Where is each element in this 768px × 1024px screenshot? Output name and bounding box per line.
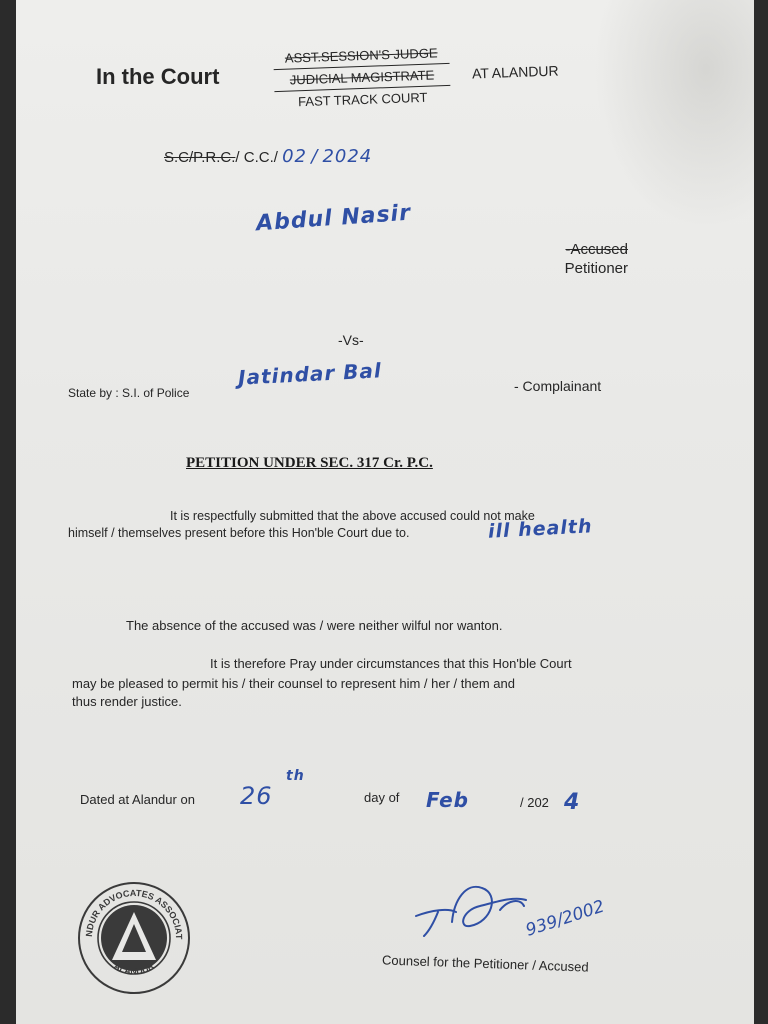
body-para1-line1: It is respectfully submitted that the above accused could not make (170, 509, 535, 523)
case-prefix-struck: S.C/P.R.C. (164, 149, 236, 166)
body-para2: The absence of the accused was / were neither wilful nor wanton. (126, 618, 503, 633)
court-name: FAST TRACK COURT (297, 89, 428, 110)
complainant-label: - Complainant (514, 378, 602, 394)
accused-label-struck: -Accused (565, 241, 628, 258)
court-location: AT ALANDUR (471, 62, 559, 82)
petition-document (16, 0, 754, 1024)
case-number (164, 146, 372, 167)
date-month: Feb (426, 788, 469, 812)
seal-top-text: NDUR ADVOCATES ASSOCIAT (83, 887, 185, 940)
date-year-prefix: / 202 (520, 795, 549, 810)
date-year-digit: 4 (564, 790, 581, 815)
body-para3-line1: It is therefore Pray under circumstances that this Hon'ble Court (210, 656, 572, 671)
case-number-value: 02 (282, 146, 308, 167)
counsel-signature (404, 870, 644, 965)
body-para1-line2: himself / themselves present before this Hon'ble Court due to. (68, 526, 410, 540)
complainant-name: Jatindar Bal (237, 358, 383, 390)
advocates-association-seal (76, 880, 192, 1001)
court-magistrate-struck: JUDICIAL MAGISTRATE (289, 67, 435, 88)
court-designation (265, 43, 459, 113)
case-prefix: / C.C./ (235, 149, 278, 166)
seal-bottom-text: ALANDUR (112, 960, 156, 977)
case-separator: / (311, 146, 319, 167)
counsel-label: Counsel for the Petitioner / Accused (381, 952, 589, 975)
absence-reason: ill health (487, 515, 594, 543)
dated-label: Dated at Alandur on (80, 792, 195, 807)
state-label: State by : S.I. of Police (68, 386, 190, 400)
date-day: 26 (240, 782, 273, 810)
petitioner-label: Petitioner (564, 260, 628, 277)
accused-name: Abdul Nasir (255, 200, 412, 237)
day-of-label: day of (364, 790, 400, 805)
accused-role (565, 240, 628, 278)
body-para3-line2: may be pleased to permit his / their counsel to represent him / her / them and (72, 676, 515, 691)
signature-enrolment: 939/2002 (523, 896, 608, 941)
versus-label: -Vs- (338, 332, 364, 348)
date-day-suffix: th (286, 768, 305, 784)
court-officer-struck: ASST.SESSION'S JUDGE (284, 45, 438, 66)
court-prefix: In the Court (96, 64, 220, 89)
case-year: 2024 (322, 146, 373, 167)
petition-heading: PETITION UNDER SEC. 317 Cr. P.C. (186, 455, 433, 471)
body-para3-line3: thus render justice. (72, 694, 182, 709)
